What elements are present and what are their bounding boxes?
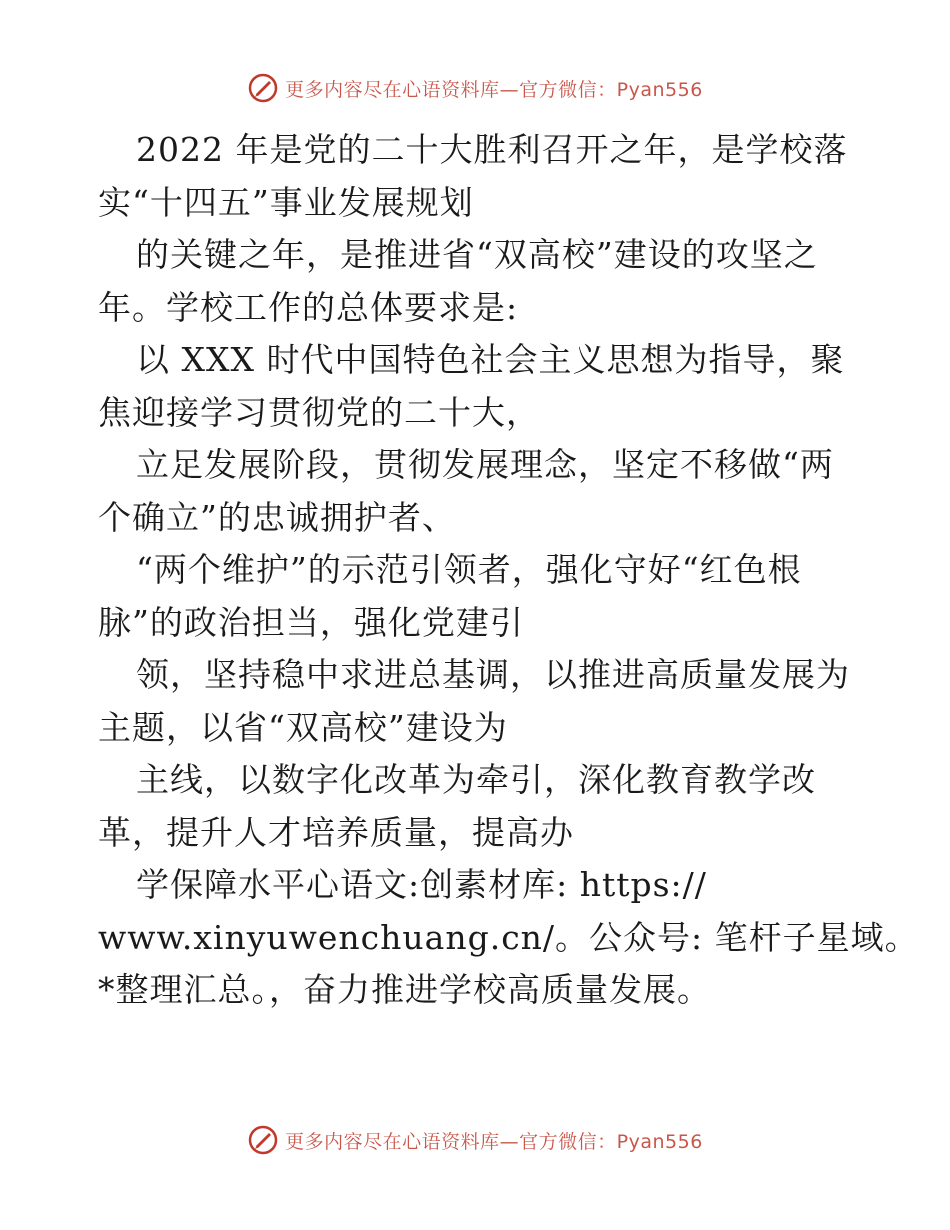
- text-line: 学保障水平心语文:创素材库: https://: [136, 865, 707, 904]
- text-line: www.xinyuwenchuang.cn/。公众号: 笔杆子星域。: [98, 917, 919, 957]
- watermark-text: 更多内容尽在心语资料库—官方微信：Pyan556: [285, 78, 703, 101]
- text-line: 的关键之年，是推进省“双高校”建设的攻坚之: [136, 235, 818, 274]
- text-line: 实“十四五”事业发展规划: [98, 182, 474, 222]
- quill-logo-icon: [247, 72, 279, 104]
- text-line: 焦迎接学习贯彻党的二十大，: [98, 392, 540, 432]
- text-line: 革，提升人才培养质量，提高办: [98, 812, 574, 852]
- text-line: 以 XXX 时代中国特色社会主义思想为指导，聚: [136, 340, 845, 379]
- text-line: 立足发展阶段，贯彻发展理念，坚定不移做“两: [136, 445, 834, 484]
- text-line: 主线，以数字化改革为牵引，深化教育教学改: [136, 760, 816, 799]
- text-line: 年。学校工作的总体要求是:: [98, 287, 519, 327]
- header-watermark: [0, 72, 950, 104]
- text-line: 脉”的政治担当，强化党建引: [98, 602, 524, 642]
- text-line: 个确立”的忠诚拥护者、: [98, 497, 456, 537]
- text-line: *整理汇总。，奋力推进学校高质量发展。: [98, 970, 711, 1009]
- text-line: 领，坚持稳中求进总基调，以推进高质量发展为: [136, 655, 850, 694]
- text-line: “两个维护”的示范引领者，强化守好“红色根: [136, 550, 802, 589]
- watermark-text: 更多内容尽在心语资料库—官方微信：Pyan556: [285, 1130, 703, 1153]
- text-line: 主题，以省“双高校”建设为: [98, 707, 508, 747]
- quill-logo-icon: [247, 1124, 279, 1156]
- document-body: [98, 124, 919, 1017]
- text-line: 2022 年是党的二十大胜利召开之年，是学校落: [136, 130, 848, 169]
- footer-watermark: [0, 1124, 950, 1156]
